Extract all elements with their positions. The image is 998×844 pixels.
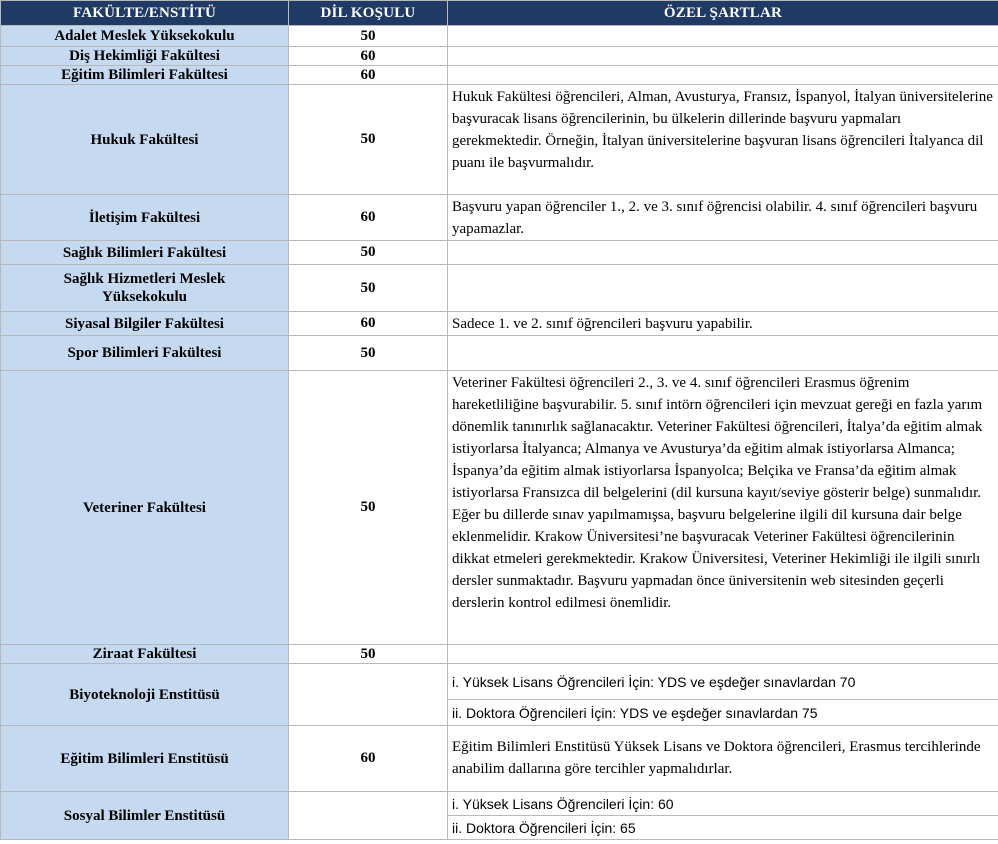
faculty-cell: Diş Hekimliği Fakültesi: [1, 47, 289, 66]
table-row: [1, 726, 998, 792]
faculty-cell: İletişim Fakültesi: [1, 195, 289, 241]
conditions-cell: Veteriner Fakültesi öğrencileri 2., 3. ve 4. sınıf öğrencileri Erasmus öğrenim hareketliliğine başvurabilir. 5. sınıf intörn öğrencileri için mevzuat gereği en fazla yarım dönemlik tanınırlık sağlanacaktır. Veteriner Fakültesi öğrencileri, İtalya’da eğitim almak istiyorlarsa İtalyanca; Almanya ve Avusturya’da eğitim almak istiyorlarsa Almanca; İspanya’da eğitim almak istiyorlarsa İspanyolca; Belçika ve Fransa’da eğitim almak istiyorlarsa Fransızca dil belgelerini (dil kursuna kayıt/seviye gösterir belge) sunmalıdır. Eğer bu dillerde sınav yapılmamışsa, başvuru belgelerine ilgili dil kursuna dair belge eklenmelidir. Krakow Üniversitesi’ne başvuracak Veteriner Fakültesi öğrencilerinin dikkat etmeleri gerekmektedir. Krakow Üniversitesi, Veteriner Hekimliği ile ilgili sınırlı dersler sunmaktadır. Başvuru yapmadan önce üniversitenin web sitesinden geçerli derslerin kontrol edilmesi önemlidir.: [448, 371, 998, 645]
table-row: [1, 265, 998, 312]
table-row: [1, 645, 998, 664]
conditions-cell: [448, 265, 998, 312]
language-cell: 50: [289, 371, 448, 645]
language-cell: [289, 664, 448, 726]
language-cell: 50: [289, 265, 448, 312]
conditions-cell: [448, 645, 998, 664]
conditions-cell: Sadece 1. ve 2. sınıf öğrencileri başvuru yapabilir.: [448, 312, 998, 336]
conditions-cell: Eğitim Bilimleri Enstitüsü Yüksek Lisans ve Doktora öğrencileri, Erasmus tercihlerinde anabilim dallarına göre tercihler yapmalıdırlar.: [448, 726, 998, 792]
faculty-cell: Spor Bilimleri Fakültesi: [1, 336, 289, 371]
conditions-cell: Başvuru yapan öğrenciler 1., 2. ve 3. sınıf öğrencisi olabilir. 4. sınıf öğrencileri başvuru yapamazlar.: [448, 195, 998, 241]
table-row: [1, 312, 998, 336]
table-row: [1, 195, 998, 241]
conditions-cell: [448, 66, 998, 85]
language-cell: 60: [289, 195, 448, 241]
faculty-cell: Adalet Meslek Yüksekokulu: [1, 26, 289, 47]
table-row: [1, 792, 998, 816]
header-conditions: ÖZEL ŞARTLAR: [448, 1, 998, 26]
conditions-cell: [448, 47, 998, 66]
conditions-cell: Hukuk Fakültesi öğrencileri, Alman, Avusturya, Fransız, İspanyol, İtalyan üniversitelerine başvuracak lisans öğrencilerinin, bu ülkelerin dillerinde başvuru yapmaları gerekmektedir. Örneğin, İtalyan üniversitelerine başvuran lisans öğrencileri İtalyanca dil puanı ile başvurmalıdır.: [448, 85, 998, 195]
faculty-cell: Hukuk Fakültesi: [1, 85, 289, 195]
conditions-cell: i. Yüksek Lisans Öğrencileri İçin: YDS ve eşdeğer sınavlardan 70: [448, 664, 998, 700]
language-cell: 50: [289, 645, 448, 664]
conditions-cell: [448, 336, 998, 371]
table-row: [1, 66, 998, 85]
language-cell: 60: [289, 312, 448, 336]
header-faculty: FAKÜLTE/ENSTİTÜ: [1, 1, 289, 26]
language-cell: 50: [289, 241, 448, 265]
table-row: [1, 26, 998, 47]
conditions-cell: ii. Doktora Öğrencileri İçin: 65: [448, 816, 998, 840]
language-cell: 60: [289, 47, 448, 66]
table-row: [1, 241, 998, 265]
language-cell: 50: [289, 85, 448, 195]
table-row: [1, 47, 998, 66]
conditions-cell: [448, 241, 998, 265]
conditions-cell: ii. Doktora Öğrencileri İçin: YDS ve eşdeğer sınavlardan 75: [448, 700, 998, 726]
faculty-cell: Veteriner Fakültesi: [1, 371, 289, 645]
table-row: [1, 371, 998, 645]
table-row: [1, 336, 998, 371]
faculty-cell: Eğitim Bilimleri Fakültesi: [1, 66, 289, 85]
faculty-cell: Eğitim Bilimleri Enstitüsü: [1, 726, 289, 792]
faculty-cell: Sağlık Hizmetleri Meslek Yüksekokulu: [1, 265, 289, 312]
conditions-cell: [448, 26, 998, 47]
language-cell: 60: [289, 66, 448, 85]
language-cell: 50: [289, 336, 448, 371]
table-row: [1, 664, 998, 700]
language-cell: 50: [289, 26, 448, 47]
faculty-cell: Siyasal Bilgiler Fakültesi: [1, 312, 289, 336]
header-row: [1, 1, 998, 26]
language-cell: [289, 792, 448, 840]
faculty-cell: Sağlık Bilimleri Fakültesi: [1, 241, 289, 265]
faculty-cell: Sosyal Bilimler Enstitüsü: [1, 792, 289, 840]
faculty-cell: Biyoteknoloji Enstitüsü: [1, 664, 289, 726]
language-cell: 60: [289, 726, 448, 792]
faculty-cell: Ziraat Fakültesi: [1, 645, 289, 664]
header-language: DİL KOŞULU: [289, 1, 448, 26]
conditions-cell: i. Yüksek Lisans Öğrencileri İçin: 60: [448, 792, 998, 816]
table-row: [1, 85, 998, 195]
